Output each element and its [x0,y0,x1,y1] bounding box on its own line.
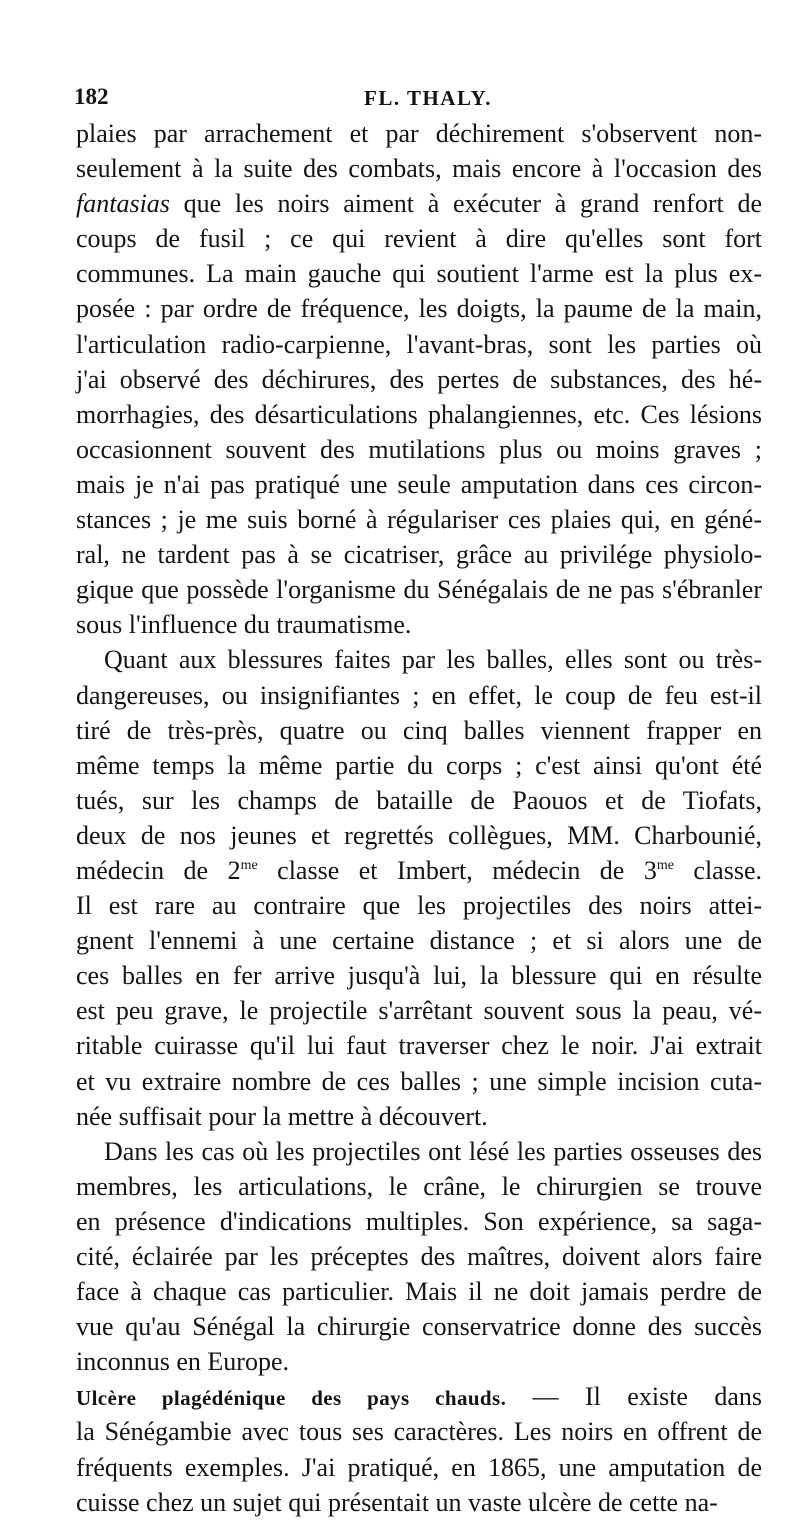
body-text [76,116,762,1520]
text-line [76,397,762,432]
text-line [76,713,762,748]
text-line [76,853,762,888]
text-line [76,467,762,502]
text-line [76,1485,762,1520]
text-run: gnent l'ennemi à une certaine distance ; et si alors une de [76,926,762,956]
text-line [76,291,762,326]
text-line [76,151,762,186]
paragraph [76,642,762,1133]
text-line [76,958,762,993]
text-run: communes. La main gauche qui soutient l'arme est la plus ex- [76,259,762,289]
text-run: que les noirs aiment à exécuter à grand renfort de [169,189,762,219]
paragraph [76,1134,762,1380]
text-line [76,1450,762,1485]
text-run: membres, les articulations, le crâne, le chirurgien se trouve [76,1171,762,1201]
text-line [76,923,762,958]
text-line [76,537,762,572]
text-run: me [240,857,258,873]
text-run: ces balles en fer arrive jusqu'à lui, la blessure qui en résulte [76,961,762,991]
text-run: coups de fusil ; ce qui revient à dire qu'elles sont fort [76,224,762,254]
text-run: l'articulation radio-carpienne, l'avant-bras, sont les parties où [76,329,762,359]
text-line [76,783,762,818]
text-line [76,1414,762,1449]
text-run: plaies par arrachement et par déchirement s'observent non- [76,119,762,148]
text-run: et vu extraire nombre de ces balles ; une simple incision cuta- [76,1066,762,1096]
text-run: j'ai observé des déchirures, des pertes de substances, des hé- [76,364,762,394]
text-line [76,327,762,362]
text-run: fréquents exemples. J'ai pratiqué, en 1865, une amputation de [76,1452,762,1482]
text-line [76,502,762,537]
text-run: inconnus en Europe. [76,1347,290,1377]
text-line [76,572,762,607]
text-run: Dans les cas où les projectiles ont lésé les parties osseuses des [104,1136,762,1166]
text-run: — Il existe dans [506,1382,763,1412]
text-line [76,116,762,151]
text-run: morrhagies, des désarticulations phalangiennes, etc. Ces lésions [76,399,762,429]
text-run: mais je n'ai pas pratiqué une seule amputation dans ces circon- [76,469,762,499]
text-run: gique que possède l'organisme du Sénégalais de ne pas s'ébranler [76,575,762,605]
running-head: FL. THALY. [364,86,493,110]
text-line [76,1309,762,1344]
text-line [76,362,762,397]
text-line [76,432,762,467]
text-run: tiré de très-près, quatre ou cinq balles viennent frapper en [76,715,762,745]
text-line [76,818,762,853]
text-run: ritable cuirasse qu'il lui faut traverser chez le noir. J'ai extrait [76,1031,762,1061]
page-number: 182 [74,84,109,109]
text-line [76,993,762,1028]
text-line [76,1344,762,1379]
text-run: stances ; je me suis borné à régulariser ces plaies qui, en géné- [76,505,762,535]
text-run: même temps la même partie du corps ; c'est ainsi qu'ont été [76,750,762,780]
text-run: vue qu'au Sénégal la chirurgie conservatrice donne des succès [76,1312,762,1342]
text-line [76,1204,762,1239]
text-run: fantasias [76,189,170,219]
text-run: occasionnent souvent des mutilations plus ou moins graves ; [76,434,762,464]
text-run: est peu grave, le projectile s'arrêtant souvent sous la peau, vé- [76,996,762,1026]
text-line [76,1134,762,1169]
text-line [76,607,762,642]
text-line [76,256,762,291]
text-line [76,1169,762,1204]
text-run: deux de nos jeunes et regrettés collègues, MM. Charbounié, [76,820,762,850]
text-run: la Sénégambie avec tous ses caractères. Les noirs en offrent de [76,1417,762,1447]
text-run: sous l'influence du traumatisme. [76,610,412,640]
text-run: posée : par ordre de fréquence, les doigts, la paume de la main, [76,294,762,324]
text-run: en présence d'indications multiples. Son expérience, sa saga- [76,1206,762,1236]
text-line [76,642,762,677]
text-run: me [656,857,674,873]
text-run: cité, éclairée par les préceptes des maîtres, doivent alors faire [76,1242,762,1271]
text-run: seulement à la suite des combats, mais encore à l'occasion des [76,154,762,184]
text-run: Il est rare au contraire que les projectiles des noirs attei- [76,891,762,921]
text-line [76,1099,762,1134]
text-run: Ulcère plagédénique des pays chauds. [76,1386,507,1411]
text-line [76,1274,762,1309]
paragraph [76,1379,762,1519]
text-line [76,1239,762,1274]
text-run: face à chaque cas particulier. Mais il ne doit jamais perdre de [76,1277,762,1307]
text-run: dangereuses, ou insignifiantes ; en effet, le coup de feu est-il [76,680,762,710]
text-line [76,1379,762,1414]
paragraph [76,116,762,642]
text-line [76,748,762,783]
text-run: ral, ne tardent pas à se cicatriser, grâce au privilége physiolo- [76,540,762,570]
text-run: Quant aux blessures faites par les balles, elles sont ou très- [104,645,762,675]
text-line [76,888,762,923]
text-run: classe. [673,855,762,885]
text-line [76,186,762,221]
text-line [76,1028,762,1063]
text-run: classe et Imbert, médecin de 3 [257,855,657,885]
page-header [74,84,760,114]
text-run: tués, sur les champs de bataille de Paouos et de Tiofats, [76,785,762,815]
text-line [76,221,762,256]
text-line [76,1064,762,1099]
text-line [76,678,762,713]
text-run: née suffisait pour la mettre à découvert. [76,1101,488,1131]
text-run: médecin de 2 [76,855,241,885]
text-run: cuisse chez un sujet qui présentait un vaste ulcère de cette na- [76,1487,718,1517]
